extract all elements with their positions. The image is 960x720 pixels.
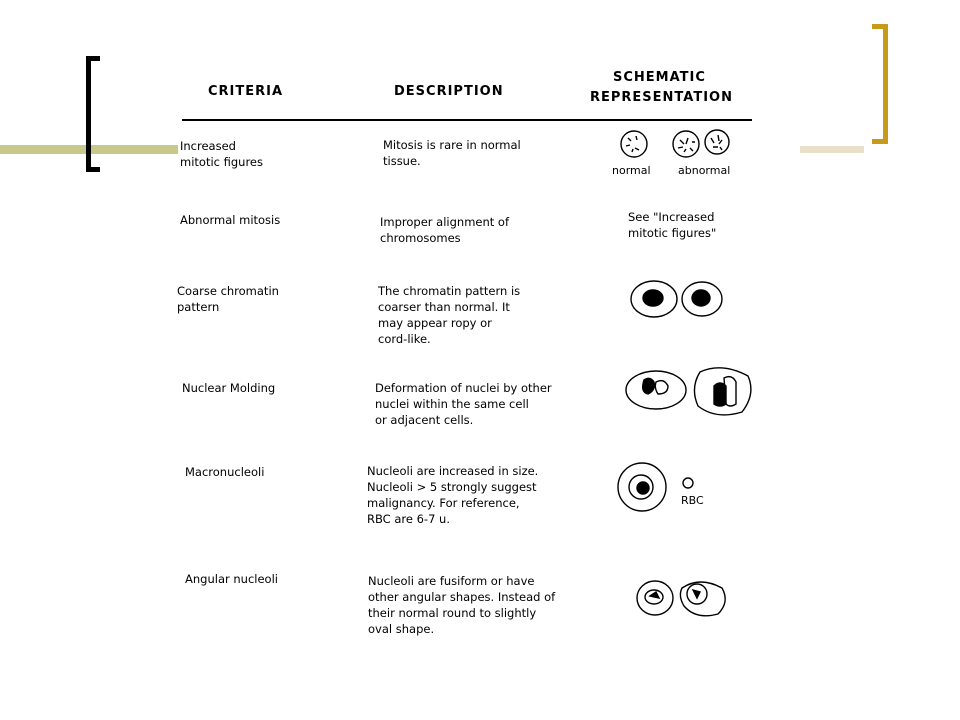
label-rbc: RBC — [681, 494, 704, 507]
coarse-nucleus-1 — [643, 290, 663, 306]
normal-cell-drawing — [621, 131, 647, 157]
normal-chromosomes — [626, 136, 639, 152]
row-description: Nucleoli are fusiform or have other angular shapes. Instead of their normal round to slightly oval shape. — [368, 574, 556, 636]
angular-nucleolus-2 — [693, 590, 700, 598]
coarse-chromatin-schematic — [628, 278, 728, 322]
header-schematic-line1: SCHEMATIC — [613, 70, 706, 85]
row-criteria: Macronucleoli — [185, 465, 265, 479]
header-rule — [182, 119, 752, 121]
macronucleoli-schematic — [616, 460, 726, 516]
molded-nucleus-1a — [643, 378, 655, 394]
header-schematic-line2: REPRESENTATION — [590, 90, 733, 105]
molded-nucleus-1b — [655, 381, 668, 394]
row-criteria: Increased mitotic figures — [180, 139, 263, 169]
row-description: Mitosis is rare in normal tissue. — [383, 138, 521, 168]
nuclear-molding-schematic — [622, 364, 762, 416]
abnormal-chromosomes-2 — [711, 135, 722, 150]
rbc-reference-circle — [683, 478, 693, 488]
header-criteria: CRITERIA — [208, 84, 284, 99]
decorative-bar-right — [800, 146, 864, 153]
coarse-nucleus-2 — [692, 290, 710, 306]
schematic-see-reference: See "Increased mitotic figures" — [628, 210, 717, 240]
label-abnormal: abnormal — [678, 164, 731, 177]
row-description: Nucleoli are increased in size. Nucleoli > 5 strongly suggest malignancy. For reference, RBC are 6-7 u. — [367, 464, 539, 526]
row-criteria: Abnormal mitosis — [180, 213, 281, 227]
decorative-bracket-left — [86, 56, 100, 172]
header-description: DESCRIPTION — [394, 84, 504, 99]
angular-nucleoli-schematic — [634, 574, 734, 618]
row-description: The chromatin pattern is coarser than normal. It may appear ropy or cord-like. — [378, 284, 521, 346]
mitotic-figures-schematic — [610, 126, 750, 166]
row-criteria: Angular nucleoli — [185, 572, 278, 586]
cell-outline-2 — [680, 582, 725, 616]
abnormal-cell-drawing-2 — [705, 130, 729, 154]
macronucleolus — [637, 482, 649, 494]
abnormal-chromosomes-1 — [678, 138, 695, 152]
decorative-bracket-right — [872, 24, 888, 144]
row-criteria: Coarse chromatin pattern — [177, 284, 279, 314]
row-description: Improper alignment of chromosomes — [380, 215, 510, 245]
row-criteria: Nuclear Molding — [182, 381, 276, 395]
row-description: Deformation of nuclei by other nuclei within the same cell or adjacent cells. — [375, 381, 552, 427]
label-normal: normal — [612, 164, 651, 177]
cell-outline-1 — [637, 581, 673, 615]
angular-nucleolus-1 — [650, 592, 659, 598]
